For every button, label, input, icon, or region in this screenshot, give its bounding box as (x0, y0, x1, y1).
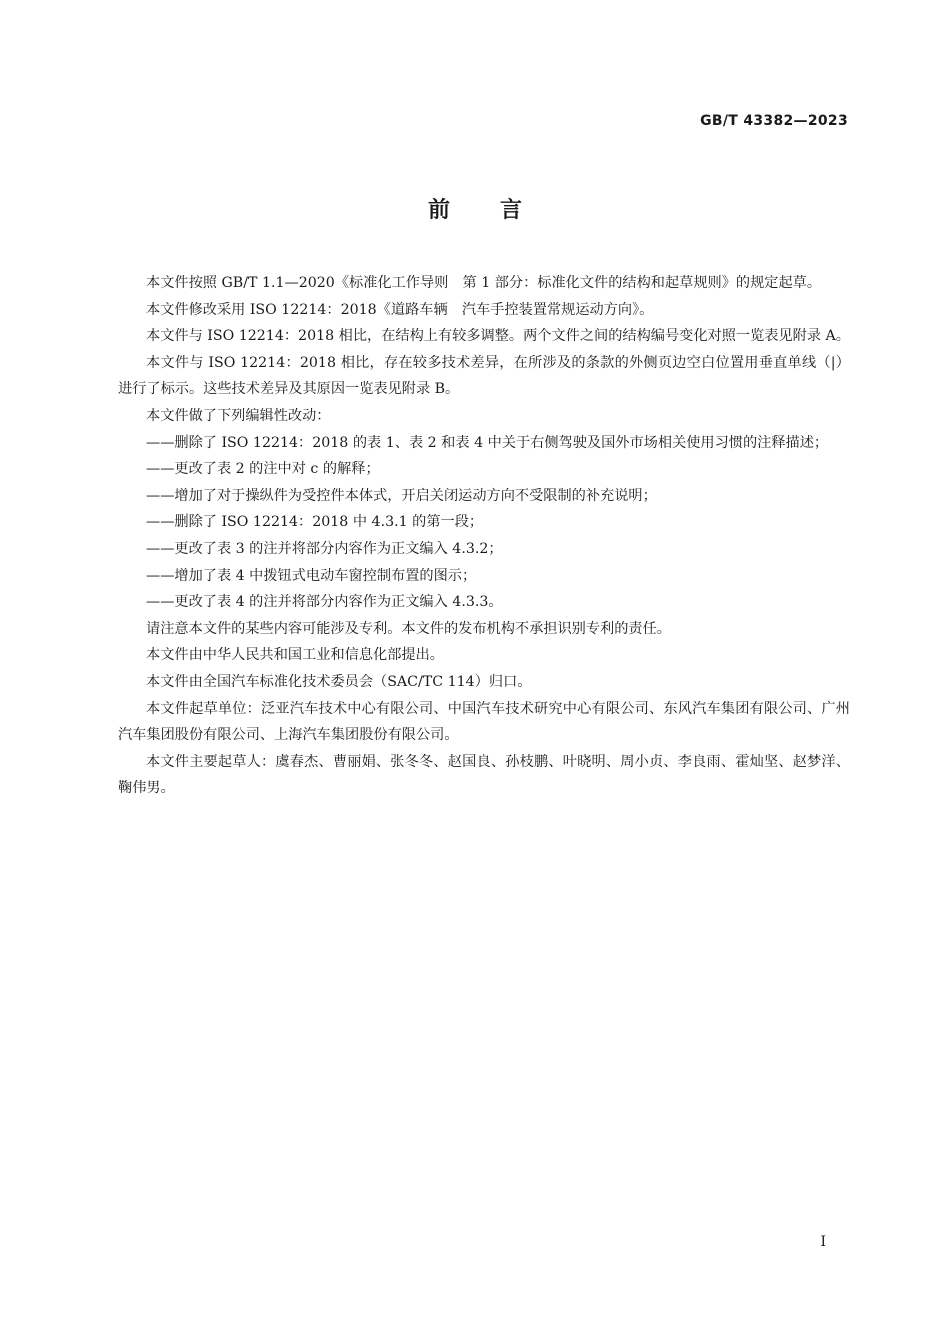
list-item: ——删除了 ISO 12214：2018 中 4.3.1 的第一段； (146, 514, 484, 531)
paragraph-drafting-organizations: 本文件起草单位：泛亚汽车技术中心有限公司、中国汽车技术研究中心有限公司、东风汽车集团有限公司、广州汽车集团股份有限公司、上海汽车集团股份有限公司。 (118, 700, 850, 744)
paragraph-patent-notice: 请注意本文件的某些内容可能涉及专利。本文件的发布机构不承担识别专利的责任。 (146, 620, 671, 637)
page-title: 前言 (427, 198, 572, 223)
standard-number: GB/T 43382—2023 (700, 113, 848, 129)
paragraph-structure-changes: 本文件与 ISO 12214：2018 相比，在结构上有较多调整。两个文件之间的结构编号变化对照一览表见附录 A。 (146, 328, 850, 345)
paragraph-technical-committee: 本文件由全国汽车标准化技术委员会（SAC/TC 114）归口。 (146, 673, 532, 690)
paragraph-editorial-intro: 本文件做了下列编辑性改动： (146, 407, 331, 424)
list-item: ——增加了表 4 中拨钮式电动车窗控制布置的图示； (146, 567, 477, 584)
paragraph-drafters: 本文件主要起草人：虞春杰、曹丽娟、张冬冬、赵国良、孙枝鹏、叶晓明、周小贞、李良雨、霍灿坚、赵梦洋、鞠伟男。 (118, 753, 850, 797)
paragraph-technical-differences: 本文件与 ISO 12214：2018 相比，存在较多技术差异，在所涉及的条款的外侧页边空白位置用垂直单线（|）进行了标示。这些技术差异及其原因一览表见附录 B。 (118, 354, 850, 398)
list-item: ——更改了表 3 的注并将部分内容作为正文编入 4.3.2； (146, 540, 503, 557)
paragraph-adoption: 本文件修改采用 ISO 12214：2018《道路车辆 汽车手控装置常规运动方向》。 (146, 301, 654, 318)
list-item: ——更改了表 2 的注中对 c 的解释； (146, 461, 380, 478)
page-number: I (820, 1234, 826, 1250)
paragraph-proposer: 本文件由中华人民共和国工业和信息化部提出。 (146, 647, 444, 664)
editorial-changes-list (118, 430, 850, 616)
list-item: ——更改了表 4 的注并将部分内容作为正文编入 4.3.3。 (146, 594, 503, 611)
foreword-body (118, 270, 850, 802)
paragraph-drafting-rules: 本文件按照 GB/T 1.1—2020《标准化工作导则 第 1 部分：标准化文件的结构和起草规则》的规定起草。 (146, 275, 822, 291)
list-item: ——增加了对于操纵件为受控件本体式，开启关闭运动方向不受限制的补充说明； (146, 487, 657, 504)
list-item: ——删除了 ISO 12214：2018 的表 1、表 2 和表 4 中关于右侧驾驶及国外市场相关使用习惯的注释描述； (146, 434, 829, 451)
